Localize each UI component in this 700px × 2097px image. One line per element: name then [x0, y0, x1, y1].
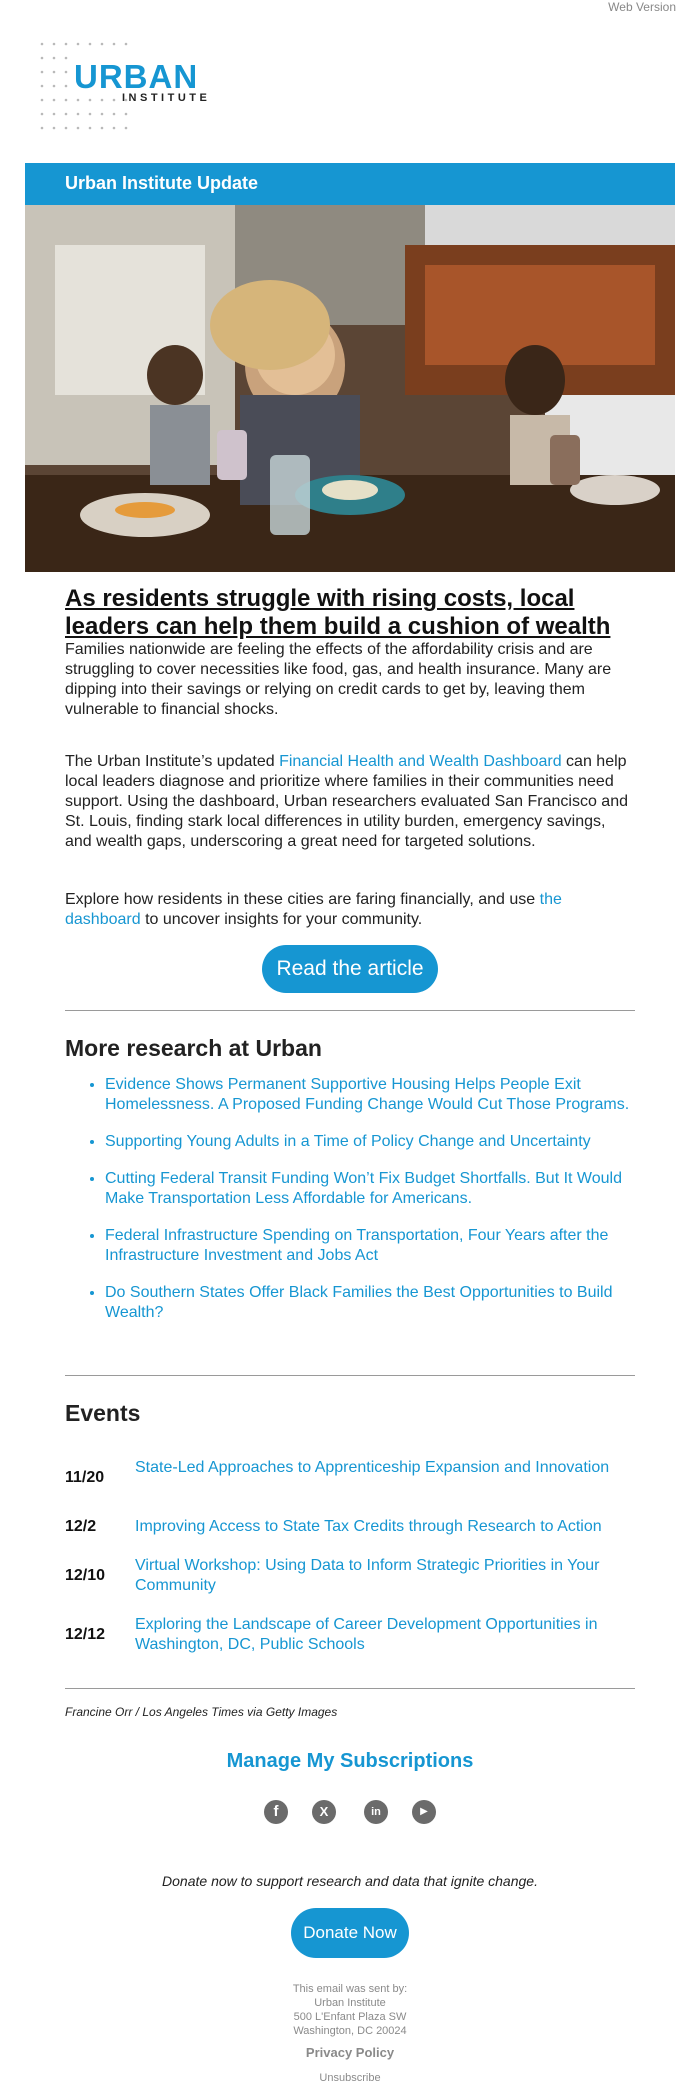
urban-institute-logo[interactable]: [38, 40, 211, 140]
logo-wordmark-institute: INSTITUTE: [122, 92, 211, 104]
more-research-title: More research at Urban: [65, 1035, 322, 1061]
youtube-icon[interactable]: [412, 1800, 436, 1824]
hero-image[interactable]: [25, 205, 675, 572]
x-twitter-icon[interactable]: [312, 1800, 336, 1824]
event-row: [65, 1458, 635, 1500]
event-date: 11/20: [65, 1469, 105, 1486]
read-article-button[interactable]: Read the article: [262, 945, 438, 993]
footer-address-line2: Washington, DC 20024: [293, 2025, 407, 2037]
web-version-link[interactable]: Web Version: [608, 0, 676, 14]
para3-post: to uncover insights for your community.: [140, 911, 423, 928]
event-row: [65, 1517, 635, 1539]
manage-subscriptions-link[interactable]: Manage My Subscriptions: [226, 1750, 474, 1772]
article-headline-link[interactable]: As residents struggle with rising costs, local leaders can help them build a cushion of wealth: [65, 585, 611, 640]
research-item[interactable]: • Evidence Shows Permanent Supportive Housing Helps People Exit Homelessness. A Proposed Funding Change Would Cut Those Programs.: [105, 1075, 635, 1115]
footer-address-line1: 500 L'Enfant Plaza SW: [293, 2011, 407, 2023]
donate-now-button[interactable]: Donate Now: [291, 1908, 409, 1958]
article-paragraph-3: [65, 890, 635, 930]
youtube-glyph: ▶: [420, 1806, 428, 1817]
photo-credit: Francine Orr / Los Angeles Times via Getty Images: [65, 1705, 338, 1719]
privacy-policy-link[interactable]: Privacy Policy: [305, 2045, 395, 2060]
article-paragraph-1: Families nationwide are feeling the effects of the affordability crisis and are struggling to cover necessities like food, gas, and health insurance. Many are dipping into their savings or relying on credit cards to get by, leaving them vulnerable to financial shocks.: [65, 641, 612, 718]
research-list: [65, 1075, 635, 1340]
footer-org: Urban Institute: [314, 1997, 386, 2009]
divider: [65, 1375, 635, 1376]
event-title-link[interactable]: Improving Access to State Tax Credits through Research to Action: [135, 1518, 602, 1535]
linkedin-glyph: in: [371, 1806, 381, 1818]
facebook-icon[interactable]: [264, 1800, 288, 1824]
facebook-glyph: f: [273, 1803, 279, 1820]
footer-sent-by: This email was sent by:: [292, 1983, 408, 1995]
footer-address: [0, 1982, 700, 2038]
logo-wordmark-urban: URBAN: [74, 58, 199, 95]
events-title: Events: [65, 1400, 141, 1426]
research-item[interactable]: • Supporting Young Adults in a Time of Policy Change and Uncertainty: [105, 1132, 635, 1152]
event-title-link[interactable]: Exploring the Landscape of Career Development Opportunities in Washington, DC, Public Schools: [135, 1616, 598, 1653]
event-row: [65, 1556, 635, 1598]
event-row: [65, 1615, 635, 1657]
dashboard-link[interactable]: Financial Health and Wealth Dashboard: [279, 753, 562, 770]
unsubscribe-link[interactable]: Unsubscribe: [319, 2072, 381, 2084]
para2-post: can help local leaders diagnose and prioritize where families in their communities need support. Using the dashboard, Urban researchers evaluated San Francisco and St. Louis, finding stark local differences in utility burden, emergency savings, and wealth gaps, underscoring a great need for targeted solutions.: [65, 753, 628, 850]
the-dashboard-link[interactable]: the dashboard: [65, 891, 562, 928]
donate-message: Donate now to support research and data that ignite change.: [162, 1873, 538, 1889]
banner-title: Urban Institute Update: [65, 173, 259, 193]
research-item[interactable]: • Do Southern States Offer Black Families the Best Opportunities to Build Wealth?: [105, 1283, 635, 1323]
update-banner: [25, 163, 675, 205]
research-item[interactable]: • Federal Infrastructure Spending on Transportation, Four Years after the Infrastructure Investment and Jobs Act: [105, 1226, 635, 1266]
research-item[interactable]: • Cutting Federal Transit Funding Won’t Fix Budget Shortfalls. But It Would Make Transportation Less Affordable for Americans.: [105, 1169, 635, 1209]
divider: [65, 1010, 635, 1011]
x-glyph: X: [319, 1804, 329, 1819]
divider: [65, 1688, 635, 1689]
hero-photo-illustration: [25, 205, 675, 572]
event-title-link[interactable]: Virtual Workshop: Using Data to Inform Strategic Priorities in Your Community: [135, 1557, 600, 1594]
event-date: 12/2: [65, 1518, 97, 1535]
article-paragraph-2: [65, 752, 635, 852]
event-date: 12/12: [65, 1626, 106, 1643]
para3-pre: Explore how residents in these cities are faring financially, and use: [65, 891, 540, 908]
para2-pre: The Urban Institute’s updated: [65, 753, 280, 770]
linkedin-icon[interactable]: [364, 1800, 388, 1824]
event-title-link[interactable]: State-Led Approaches to Apprenticeship Expansion and Innovation: [135, 1459, 610, 1476]
event-date: 12/10: [65, 1567, 106, 1584]
